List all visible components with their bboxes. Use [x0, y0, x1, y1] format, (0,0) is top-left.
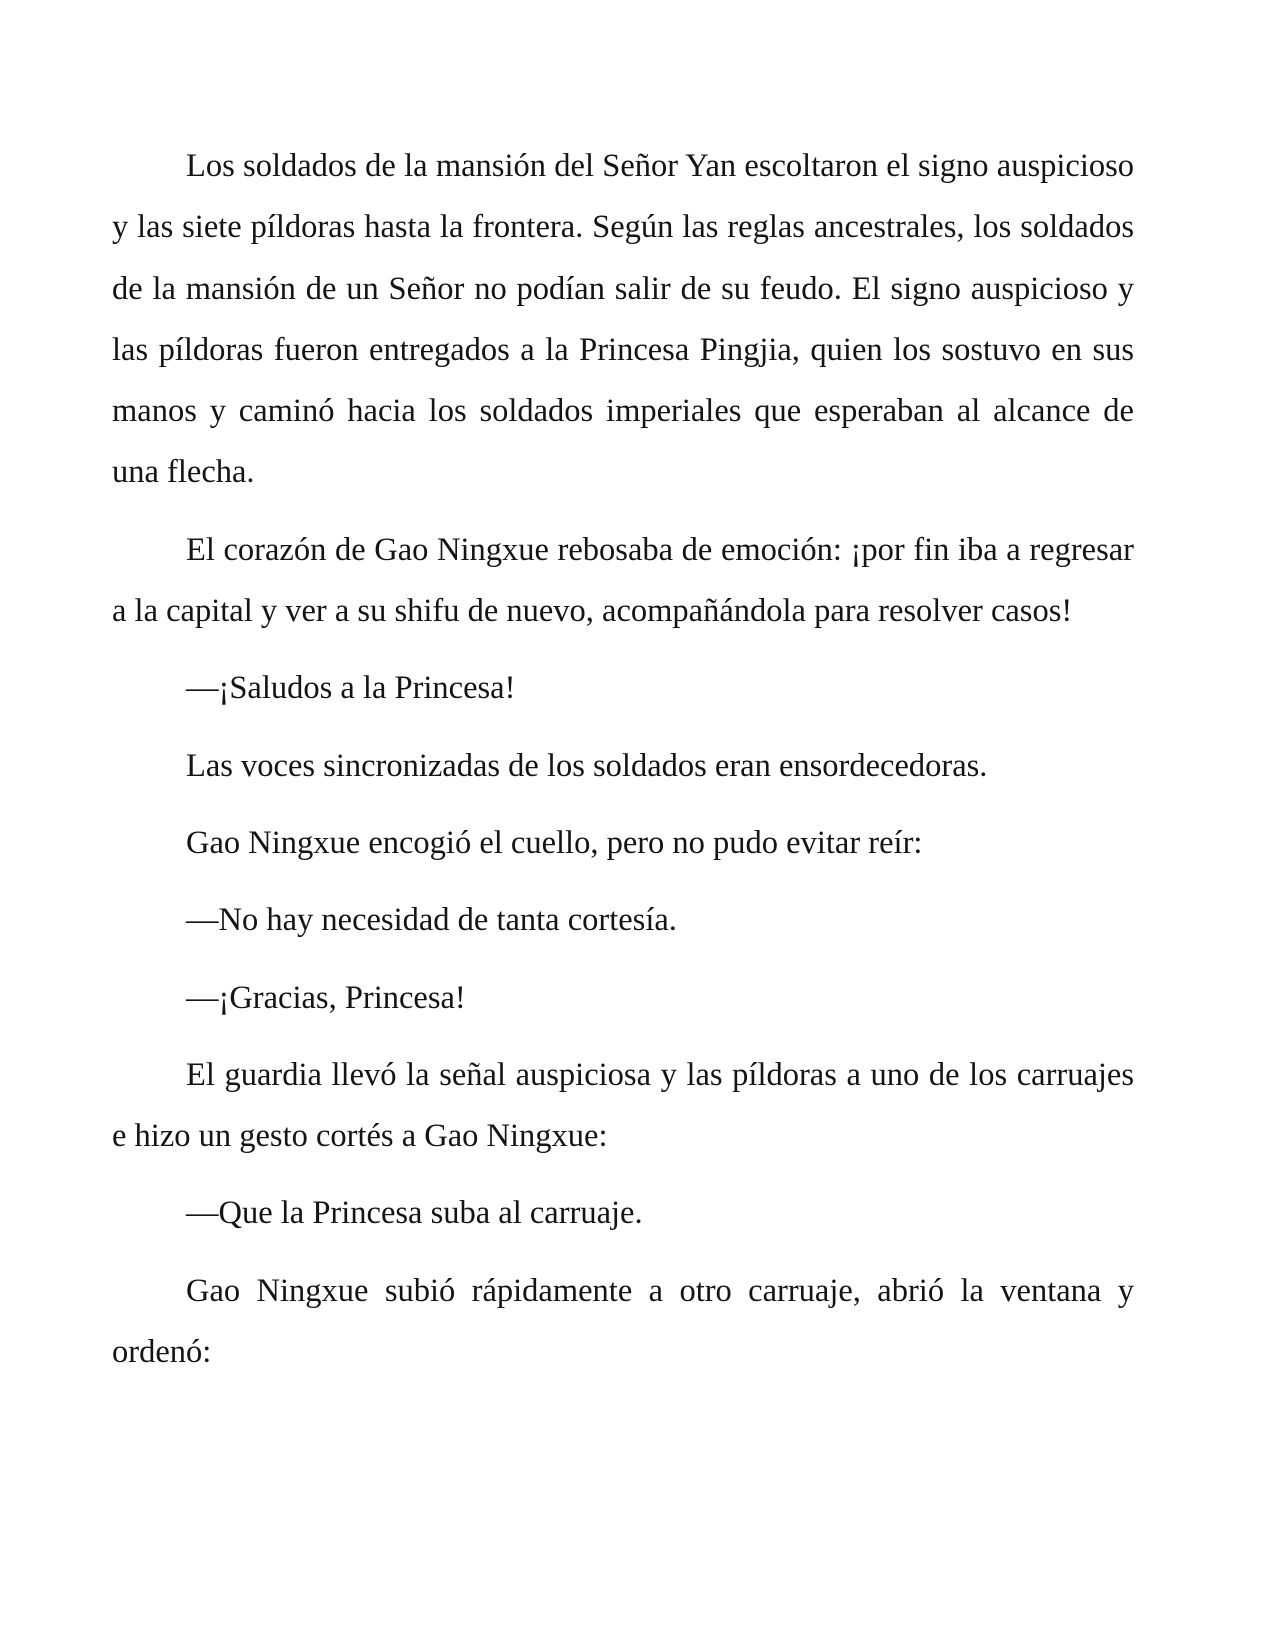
dialogue-line: —¡Saludos a la Princesa! [186, 670, 516, 707]
body-text [112, 136, 1134, 1399]
dialogue-line: —Que la Princesa suba al carruaje. [186, 1195, 643, 1232]
paragraph: El guardia llevó la señal auspiciosa y las píldoras a uno de los carruajes e hizo un gesto cortés a Gao Ningxue: [112, 1056, 1134, 1155]
paragraph: Gao Ningxue encogió el cuello, pero no pudo evitar reír: [186, 824, 923, 861]
paragraph: Gao Ningxue subió rápidamente a otro carruaje, abrió la ventana y ordenó: [112, 1272, 1134, 1371]
dialogue-line: —No hay necesidad de tanta cortesía. [186, 902, 677, 939]
paragraph: Los soldados de la mansión del Señor Yan escoltaron el signo auspicioso y las siete píldoras hasta la frontera. Según las reglas ancestrales, los soldados de la mansión de un Señor no podían salir de su feudo. El signo auspicioso y las píldoras fueron entregados a la Princesa Pingjia, quien los sostuvo en sus manos y caminó hacia los soldados imperiales que esperaban al alcance de una flecha. [112, 148, 1134, 491]
paragraph: El corazón de Gao Ningxue rebosaba de emoción: ¡por fin iba a regresar a la capital y ver a su shifu de nuevo, acompañándola para resolver casos! [112, 531, 1134, 630]
paragraph: Las voces sincronizadas de los soldados eran ensordecedoras. [186, 747, 988, 784]
dialogue-line: —¡Gracias, Princesa! [186, 979, 466, 1016]
